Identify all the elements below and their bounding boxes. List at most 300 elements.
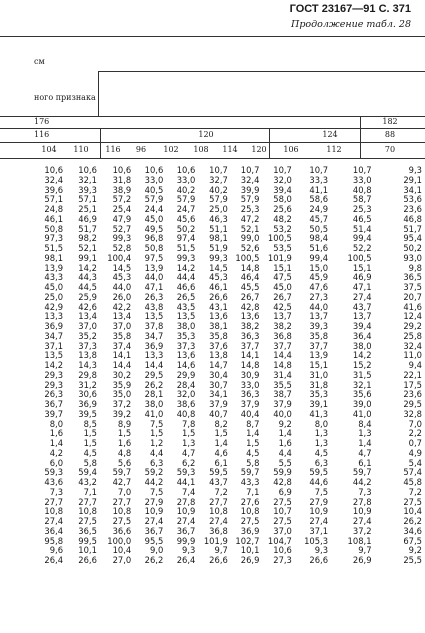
table-cell: 100,5 xyxy=(267,233,292,244)
table-cell: 41,0 xyxy=(352,408,372,419)
table-cell: 1,4 xyxy=(214,438,228,448)
header-120-group: 120 xyxy=(198,130,214,139)
table-cell: 33,0 xyxy=(144,174,164,185)
table-cell: 8,2 xyxy=(214,418,228,429)
table-cell: 32,4 xyxy=(403,340,422,351)
table-cell: 13,6 xyxy=(176,350,196,361)
table-cell: 4,8 xyxy=(117,447,132,458)
table-cell: 105,3 xyxy=(304,535,329,546)
table-cell: 35,3 xyxy=(176,330,196,341)
table-cell: 9,8 xyxy=(408,262,422,273)
table-cell: 58,6 xyxy=(309,194,329,205)
table-cell: 36,3 xyxy=(240,330,260,341)
table-cell: 27,4 xyxy=(144,516,164,526)
table-cell: 10,9 xyxy=(144,506,164,517)
table-cell: 34,1 xyxy=(403,184,422,195)
table-cell: 10,8 xyxy=(240,506,260,517)
table-cell: 96,8 xyxy=(144,233,164,244)
table-cell: 40,8 xyxy=(352,184,372,195)
table-cell: 25,3 xyxy=(240,204,260,214)
table-cell: 34,6 xyxy=(403,525,422,536)
table-cell: 39,1 xyxy=(309,399,329,409)
table-cell: 25,4 xyxy=(112,204,132,214)
table-cell: 27,4 xyxy=(209,516,228,526)
table-cell: 8,9 xyxy=(117,418,132,429)
table-cell: 10,8 xyxy=(78,506,97,517)
table-cell: 31,5 xyxy=(352,369,372,380)
table-cell: 26,6 xyxy=(209,291,228,302)
table-cell: 27,4 xyxy=(44,516,64,526)
table-cell: 35,8 xyxy=(309,330,329,341)
table-cell: 24,4 xyxy=(144,204,164,214)
table-cell: 59,3 xyxy=(176,467,196,478)
table-cell: 99,3 xyxy=(209,252,228,263)
table-cell: 13,5 xyxy=(176,311,196,322)
table-cell: 4,5 xyxy=(83,447,97,458)
table-cell: 27,5 xyxy=(112,516,132,526)
table-cell: 59,3 xyxy=(44,467,64,478)
table-cell: 26,3 xyxy=(44,389,64,400)
table-cell: 27,8 xyxy=(176,496,196,507)
table-cell: 7,4 xyxy=(182,486,196,497)
unit-label: см xyxy=(34,57,45,66)
table-cell: 10,6 xyxy=(144,165,164,175)
table-cell: 13,7 xyxy=(273,311,292,322)
table-cell: 49,5 xyxy=(144,223,164,234)
table-cell: 7,3 xyxy=(358,486,372,497)
table-cell: 6,1 xyxy=(358,457,372,468)
table-cell: 7,1 xyxy=(246,486,260,497)
table-cell: 1,6 xyxy=(117,438,132,448)
table-cell: 24,9 xyxy=(309,204,329,214)
table-cell: 27,3 xyxy=(273,555,292,565)
table-cell: 32,4 xyxy=(240,174,260,185)
table-cell: 5,6 xyxy=(117,457,132,468)
rule-header-bottom xyxy=(0,158,425,159)
table-cell: 1,6 xyxy=(49,428,64,439)
table-cell: 44,0 xyxy=(112,282,132,292)
table-cell: 10,7 xyxy=(240,165,260,175)
table-cell: 36,7 xyxy=(44,399,64,409)
table-cell: 50,8 xyxy=(44,223,64,234)
table-cell: 98,4 xyxy=(309,233,329,244)
header-182: 182 xyxy=(382,117,398,126)
table-cell: 51,7 xyxy=(403,223,422,234)
table-cell: 13,6 xyxy=(209,311,228,322)
table-cell: 27,7 xyxy=(209,496,228,507)
table-cell: 51,1 xyxy=(209,223,228,234)
table-cell: 36,3 xyxy=(240,389,260,400)
table-cell: 1,5 xyxy=(214,428,228,439)
table-cell: 99,5 xyxy=(78,535,97,546)
table-cell: 47,2 xyxy=(240,213,260,224)
table-cell: 7,8 xyxy=(182,418,196,429)
table-cell: 38,7 xyxy=(273,389,292,400)
table-cell: 31,0 xyxy=(309,369,329,380)
table-cell: 23,6 xyxy=(403,204,422,214)
table-cell: 4,7 xyxy=(358,447,372,458)
table-cell: 37,3 xyxy=(176,340,196,351)
table-cell: 59,7 xyxy=(240,467,260,478)
table-cell: 57,1 xyxy=(78,194,97,205)
table-cell: 100,5 xyxy=(347,252,372,263)
table-cell: 36,9 xyxy=(144,340,164,351)
table-cell: 14,4 xyxy=(112,360,132,370)
table-cell: 17,5 xyxy=(403,379,422,390)
table-cell: 5,8 xyxy=(83,457,97,468)
table-cell: 10,9 xyxy=(176,506,196,517)
table-cell: 100,0 xyxy=(107,535,132,546)
table-cell: 25,6 xyxy=(273,204,292,214)
table-cell: 44,6 xyxy=(309,477,329,487)
table-cell: 13,9 xyxy=(44,262,64,273)
table-cell: 93,0 xyxy=(403,252,422,263)
table-row xyxy=(34,556,425,566)
col-70: 70 xyxy=(384,145,396,154)
table-cell: 41,1 xyxy=(309,184,329,195)
table-cell: 51,4 xyxy=(352,223,372,234)
table-cell: 9,2 xyxy=(278,418,292,429)
table-cell: 10,9 xyxy=(352,506,372,517)
table-cell: 9,2 xyxy=(408,545,422,556)
rule-header-3 xyxy=(0,142,425,143)
table-cell: 39,4 xyxy=(273,184,292,195)
table-cell: 29,5 xyxy=(144,369,164,380)
table-cell: 46,9 xyxy=(352,272,372,283)
table-cell: 45,0 xyxy=(44,282,64,292)
table-cell: 12,4 xyxy=(403,311,422,322)
table-cell: 26,6 xyxy=(209,555,228,565)
col-116: 116 xyxy=(105,145,121,154)
table-cell: 57,9 xyxy=(176,194,196,205)
table-cell: 35,2 xyxy=(78,330,97,341)
table-cell: 97,5 xyxy=(144,252,164,263)
table-cell: 37,2 xyxy=(112,399,132,409)
table-cell: 57,1 xyxy=(44,194,64,205)
table-cell: 98,2 xyxy=(78,233,97,244)
table-cell: 44,2 xyxy=(352,477,372,487)
table-cell: 51,6 xyxy=(309,243,329,253)
table-cell: 30,6 xyxy=(78,389,97,400)
table-cell: 9,3 xyxy=(408,165,422,175)
table-cell: 44,4 xyxy=(176,272,196,283)
table-cell: 46,9 xyxy=(78,213,97,224)
table-cell: 25,5 xyxy=(403,555,422,565)
table-cell: 40,0 xyxy=(273,408,292,419)
table-cell: 42,8 xyxy=(273,477,292,487)
table-cell: 43,3 xyxy=(240,477,260,487)
table-cell: 37,8 xyxy=(144,321,164,331)
table-cell: 45,7 xyxy=(309,213,329,224)
table-cell: 51,9 xyxy=(209,243,228,253)
table-cell: 37,0 xyxy=(273,525,292,536)
table-cell: 38,0 xyxy=(144,399,164,409)
table-cell: 6,0 xyxy=(49,457,64,468)
table-cell: 6,1 xyxy=(214,457,228,468)
table-cell: 35,0 xyxy=(112,389,132,400)
table-cell: 7,0 xyxy=(408,418,422,429)
table-cell: 59,9 xyxy=(273,467,292,478)
table-cell: 1,5 xyxy=(246,438,260,448)
table-cell: 28,1 xyxy=(144,389,164,400)
table-cell: 14,3 xyxy=(78,360,97,370)
table-cell: 38,0 xyxy=(176,321,196,331)
table-cell: 32,1 xyxy=(78,174,97,185)
table-cell: 9,3 xyxy=(314,545,329,556)
table-cell: 8,0 xyxy=(49,418,64,429)
col-114: 114 xyxy=(222,145,238,154)
rule-header-2 xyxy=(0,128,425,129)
table-cell: 27,3 xyxy=(309,291,329,302)
table-cell: 53,5 xyxy=(273,243,292,253)
table-cell: 27,4 xyxy=(309,516,329,526)
table-cell: 1,4 xyxy=(246,428,260,439)
table-cell: 10,8 xyxy=(44,506,64,517)
table-cell: 32,8 xyxy=(403,408,422,419)
table-cell: 98,1 xyxy=(209,233,228,244)
table-cell: 1,3 xyxy=(314,438,329,448)
table-cell: 45,0 xyxy=(273,282,292,292)
table-cell: 24,7 xyxy=(176,204,196,214)
table-cell: 44,0 xyxy=(309,301,329,312)
table-cell: 42,2 xyxy=(112,301,132,312)
table-cell: 1,5 xyxy=(149,428,164,439)
table-cell: 1,5 xyxy=(182,428,196,439)
table-cell: 99,0 xyxy=(240,233,260,244)
feature-label: ного признака xyxy=(34,93,96,102)
table-cell: 67,5 xyxy=(403,535,422,546)
table-cell: 46,4 xyxy=(240,272,260,283)
table-cell: 99,3 xyxy=(112,233,132,244)
table-cell: 46,1 xyxy=(44,213,64,224)
table-cell: 7,2 xyxy=(214,486,228,497)
table-cell: 27,4 xyxy=(176,516,196,526)
table-cell: 36,4 xyxy=(44,525,64,536)
table-cell: 14,2 xyxy=(78,262,97,273)
table-cell: 7,2 xyxy=(408,486,422,497)
table-cell: 45,0 xyxy=(144,213,164,224)
document-header: ГОСТ 23167—91 С. 371 xyxy=(289,3,411,15)
table-cell: 6,9 xyxy=(278,486,292,497)
table-cell: 40,7 xyxy=(209,408,228,419)
table-cell: 31,4 xyxy=(273,369,292,380)
table-cell: 39,9 xyxy=(240,184,260,195)
table-cell: 41,3 xyxy=(309,408,329,419)
table-cell: 14,6 xyxy=(176,360,196,370)
table-cell: 53,2 xyxy=(273,223,292,234)
table-cell: 15,0 xyxy=(309,262,329,273)
table-cell: 23,6 xyxy=(403,389,422,400)
table-cell: 37,9 xyxy=(273,399,292,409)
table-cell: 95,4 xyxy=(403,233,422,244)
table-cell: 1,6 xyxy=(278,438,292,448)
table-cell: 32,0 xyxy=(273,174,292,185)
table-cell: 10,7 xyxy=(209,165,228,175)
table-cell: 4,9 xyxy=(408,447,422,458)
table-cell: 7,1 xyxy=(83,486,97,497)
table-cell: 15,2 xyxy=(352,360,372,370)
table-cell: 25,0 xyxy=(44,291,64,302)
table-cell: 22,1 xyxy=(403,369,422,380)
table-cell: 57,2 xyxy=(112,194,132,205)
table-cell: 14,8 xyxy=(240,262,260,273)
table-continuation-caption: Продолжение табл. 28 xyxy=(291,19,411,30)
table-cell: 37,7 xyxy=(240,340,260,351)
table-cell: 99,1 xyxy=(78,252,97,263)
table-cell: 59,7 xyxy=(352,467,372,478)
table-cell: 41,0 xyxy=(144,408,164,419)
table-cell: 14,1 xyxy=(112,350,132,361)
table-cell: 31,8 xyxy=(309,379,329,390)
table-cell: 36,9 xyxy=(240,525,260,536)
table-cell: 34,7 xyxy=(44,330,64,341)
table-cell: 26,5 xyxy=(176,291,196,302)
col-104: 104 xyxy=(41,145,57,154)
table-cell: 14,5 xyxy=(112,262,132,273)
table-cell: 37,7 xyxy=(309,340,329,351)
table-cell: 35,8 xyxy=(112,330,132,341)
table-cell: 42,5 xyxy=(273,301,292,312)
table-cell: 37,0 xyxy=(112,321,132,331)
table-cell: 27,5 xyxy=(273,496,292,507)
table-cell: 10,7 xyxy=(309,165,329,175)
table-cell: 1,4 xyxy=(358,438,372,448)
table-cell: 50,2 xyxy=(403,243,422,253)
table-cell: 10,4 xyxy=(112,545,132,556)
measurement-table-body xyxy=(34,166,425,566)
table-cell: 26,7 xyxy=(273,291,292,302)
table-cell: 58,0 xyxy=(273,194,292,205)
table-cell: 1,2 xyxy=(149,438,164,448)
table-cell: 34,1 xyxy=(209,389,228,400)
table-cell: 8,7 xyxy=(246,418,260,429)
table-cell: 46,5 xyxy=(352,213,372,224)
table-cell: 37,1 xyxy=(44,340,64,351)
table-cell: 14,8 xyxy=(240,360,260,370)
table-cell: 13,5 xyxy=(44,350,64,361)
table-cell: 51,7 xyxy=(78,223,97,234)
table-cell: 0,7 xyxy=(408,438,422,448)
table-cell: 1,5 xyxy=(117,428,132,439)
table-cell: 35,6 xyxy=(352,389,372,400)
table-cell: 25,1 xyxy=(78,204,97,214)
table-cell: 39,6 xyxy=(44,184,64,195)
table-cell: 1,3 xyxy=(182,438,196,448)
table-cell: 13,9 xyxy=(309,350,329,361)
table-cell: 27,5 xyxy=(403,496,422,507)
table-cell: 9,4 xyxy=(408,360,422,370)
table-cell: 46,1 xyxy=(209,282,228,292)
table-cell: 36,5 xyxy=(78,525,97,536)
table-cell: 26,9 xyxy=(352,555,372,565)
table-cell: 14,7 xyxy=(209,360,228,370)
table-cell: 14,1 xyxy=(240,350,260,361)
table-cell: 57,4 xyxy=(403,467,422,478)
table-cell: 1,5 xyxy=(83,428,97,439)
table-cell: 9,6 xyxy=(49,545,64,556)
table-cell: 30,9 xyxy=(240,369,260,380)
table-cell: 8,5 xyxy=(83,418,97,429)
table-cell: 31,2 xyxy=(78,379,97,390)
table-cell: 36,8 xyxy=(273,330,292,341)
table-cell: 44,3 xyxy=(78,272,97,283)
table-cell: 14,5 xyxy=(209,262,228,273)
table-cell: 27,7 xyxy=(112,496,132,507)
table-cell: 10,6 xyxy=(273,545,292,556)
table-cell: 47,5 xyxy=(273,272,292,283)
table-cell: 30,4 xyxy=(209,369,228,380)
table-cell: 13,9 xyxy=(144,262,164,273)
table-cell: 26,3 xyxy=(144,291,164,302)
table-cell: 13,3 xyxy=(44,311,64,322)
table-cell: 4,7 xyxy=(182,447,196,458)
table-cell: 10,4 xyxy=(403,506,422,517)
table-cell: 10,6 xyxy=(44,165,64,175)
table-cell: 27,9 xyxy=(144,496,164,507)
table-cell: 39,3 xyxy=(78,184,97,195)
table-cell: 52,1 xyxy=(240,223,260,234)
table-cell: 38,1 xyxy=(209,321,228,331)
table-cell: 37,3 xyxy=(78,340,97,351)
table-cell: 11,0 xyxy=(403,350,422,361)
measurement-table xyxy=(34,166,425,566)
table-cell: 5,4 xyxy=(408,457,422,468)
table-cell: 39,2 xyxy=(112,408,132,419)
table-cell: 51,5 xyxy=(44,243,64,253)
table-cell: 13,6 xyxy=(240,311,260,322)
table-cell: 10,7 xyxy=(352,165,372,175)
table-cell: 7,3 xyxy=(49,486,64,497)
table-cell: 4,5 xyxy=(314,447,329,458)
table-cell: 13,4 xyxy=(112,311,132,322)
table-cell: 31,8 xyxy=(112,174,132,185)
table-cell: 7,5 xyxy=(149,418,164,429)
table-cell: 4,4 xyxy=(149,447,164,458)
table-cell: 47,9 xyxy=(112,213,132,224)
table-cell: 37,2 xyxy=(352,525,372,536)
table-cell: 37,9 xyxy=(209,399,228,409)
table-cell: 4,2 xyxy=(49,447,64,458)
table-cell: 38,0 xyxy=(352,340,372,351)
table-cell: 45,6 xyxy=(176,213,196,224)
table-cell: 29,8 xyxy=(78,369,97,380)
table-cell: 45,3 xyxy=(209,272,228,283)
table-cell: 30,7 xyxy=(209,379,228,390)
table-cell: 27,4 xyxy=(352,516,372,526)
table-cell: 95,8 xyxy=(44,535,64,546)
table-cell: 99,9 xyxy=(176,535,196,546)
table-cell: 26,6 xyxy=(78,555,97,565)
table-cell: 39,7 xyxy=(44,408,64,419)
table-cell: 28,4 xyxy=(176,379,196,390)
table-cell: 47,1 xyxy=(352,282,372,292)
table-cell: 27,7 xyxy=(78,496,97,507)
table-cell: 27,9 xyxy=(309,496,329,507)
table-cell: 38,9 xyxy=(112,184,132,195)
table-cell: 52,1 xyxy=(78,243,97,253)
table-cell: 32,4 xyxy=(44,174,64,185)
table-cell: 46,3 xyxy=(209,213,228,224)
header-88: 88 xyxy=(384,130,396,139)
table-cell: 95,5 xyxy=(144,535,164,546)
table-cell: 32,1 xyxy=(352,379,372,390)
table-cell: 42,9 xyxy=(44,301,64,312)
table-cell: 36,9 xyxy=(44,321,64,331)
table-cell: 29,5 xyxy=(403,399,422,409)
table-cell: 36,7 xyxy=(176,525,196,536)
table-cell: 29,1 xyxy=(403,174,422,185)
table-cell: 46,8 xyxy=(403,213,422,224)
